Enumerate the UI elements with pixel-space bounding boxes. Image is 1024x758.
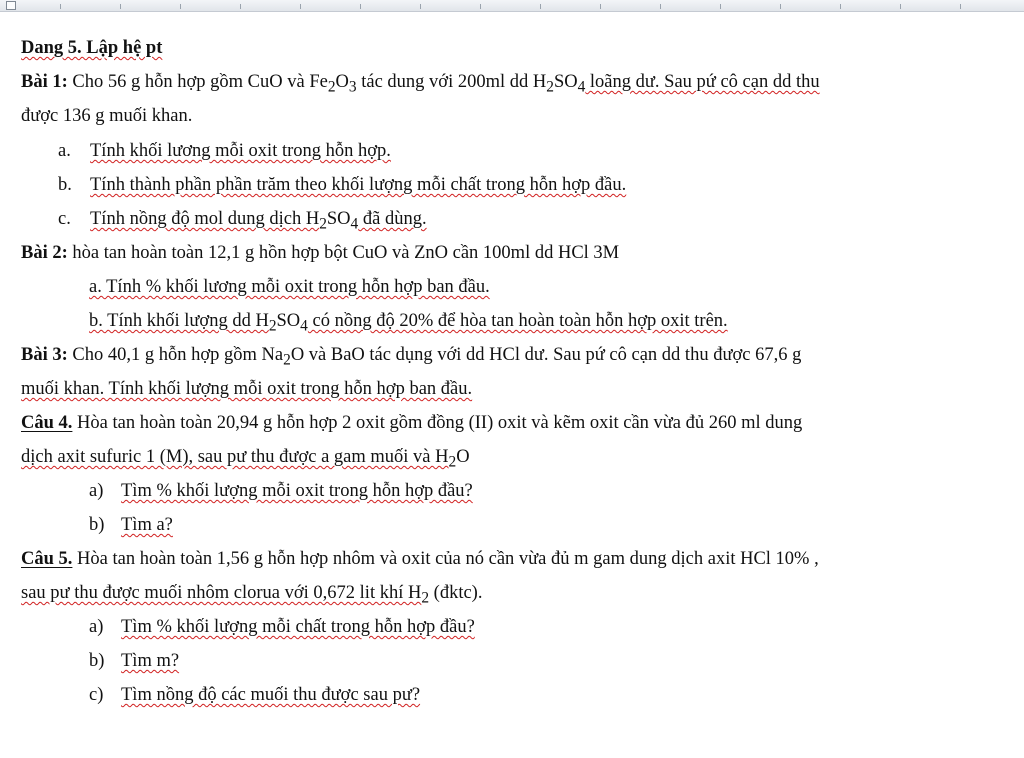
- bai1-text: O: [335, 72, 349, 92]
- document-title: [21, 37, 162, 59]
- subscript: 2: [448, 453, 457, 471]
- bai1-text: tác dung với 200ml dd H: [356, 72, 547, 92]
- list-item-text: Tính khối lương mỗi oxit trong hỗn hợp.: [90, 141, 391, 161]
- bai1-text: SO: [553, 72, 578, 92]
- bai3-text: O và BaO tác dụng với dd HCl dư. Sau pứ cô cạn dd thu được 67,6 g: [290, 345, 802, 365]
- list-item: [58, 140, 391, 162]
- bai2-label: Bài 2:: [21, 243, 68, 263]
- title-text: Dang 5. Lập hệ pt: [21, 38, 163, 58]
- bai1-text: Cho 56 g hỗn hợp gồm CuO và Fe: [72, 72, 328, 92]
- list-item-text: a. Tính % khối lương mỗi oxit trong hỗn hợp ban đầu.: [89, 277, 490, 297]
- cau4-line-2: [21, 446, 470, 474]
- list-item-text: đã dùng.: [358, 209, 427, 229]
- ruler-tick: [600, 4, 601, 9]
- list-marker: b): [89, 651, 105, 671]
- list-item: [89, 684, 420, 706]
- subscript: 2: [283, 351, 291, 369]
- ruler-tick: [780, 4, 781, 9]
- subscript: 2: [268, 317, 277, 335]
- ruler-tick: [180, 4, 181, 9]
- subscript: 4: [300, 317, 308, 335]
- cau4-label: Câu 4.: [21, 413, 73, 433]
- ruler-tick: [540, 4, 541, 9]
- list-item: [89, 650, 179, 672]
- ruler-tick: [360, 4, 361, 9]
- list-item-text: SO: [326, 209, 351, 229]
- cau4-line-1: [21, 412, 802, 434]
- list-marker: c): [89, 685, 104, 705]
- list-item-text: Tìm % khối lượng mỗi chất trong hỗn hợp đầu?: [121, 617, 475, 637]
- list-item-text: Tìm % khối lượng mỗi oxit trong hỗn hợp đầu?: [121, 481, 473, 501]
- subscript: 4: [577, 78, 586, 96]
- subscript: 3: [348, 78, 357, 96]
- cau5-text: sau pư thu được muối nhôm clorua với 0,672 lit khí H: [21, 583, 422, 603]
- list-item-text: Tìm nồng độ các muối thu được sau pư?: [121, 685, 421, 705]
- subscript: 2: [546, 78, 554, 96]
- ruler-tick: [240, 4, 241, 9]
- ruler-tick: [120, 4, 121, 9]
- list-item: [89, 276, 490, 298]
- list-item: [89, 616, 475, 638]
- subscript: 2: [421, 589, 430, 607]
- cau5-line-2: [21, 582, 482, 610]
- bai3-text: Cho 40,1 g hỗn hợp gồm Na: [67, 345, 284, 365]
- list-marker: a): [89, 481, 104, 501]
- bai3-label: Bài 3:: [21, 345, 68, 365]
- cau4-text: dịch axit sufuric 1 (M), sau pư thu được a gam muối và H: [21, 447, 449, 467]
- ruler-tick: [840, 4, 841, 9]
- ruler-tick: [900, 4, 901, 9]
- cau5-text: Hòa tan hoàn toàn 1,56 g hỗn hợp nhôm và oxit của nó cần vừa đủ m gam dung dịch axit HCl 10% ,: [72, 549, 819, 569]
- list-item-text: SO: [276, 311, 301, 331]
- subscript: 2: [327, 78, 336, 96]
- cau5-line-1: [21, 548, 819, 570]
- list-marker: c.: [58, 209, 71, 229]
- list-item: [89, 514, 173, 536]
- subscript: 2: [319, 215, 327, 233]
- list-item-text: b. Tính khối lượng dd H: [89, 311, 269, 331]
- bai1-line-1: [21, 71, 820, 99]
- document-page[interactable]: [0, 11, 1024, 758]
- cau5-text: (đktc).: [429, 583, 483, 603]
- ruler-tick: [660, 4, 661, 9]
- ruler-tick: [300, 4, 301, 9]
- list-marker: b): [89, 515, 105, 535]
- ruler-tick: [60, 4, 61, 9]
- bai2-line-1: [21, 242, 619, 264]
- list-item: [58, 208, 427, 236]
- bai2-text: hòa tan hoàn toàn 12,1 g hồn hợp bột CuO và ZnO cần 100ml dd HCl 3M: [72, 243, 620, 263]
- list-marker: a.: [58, 141, 71, 161]
- list-item-text: có nồng độ 20% để hòa tan hoàn toàn hỗn hợp oxit trên.: [307, 311, 728, 331]
- list-item: [89, 480, 473, 502]
- tab-stop-marker-icon[interactable]: [6, 1, 16, 10]
- bai1-label: Bài 1:: [21, 72, 68, 92]
- ruler-tick: [960, 4, 961, 9]
- list-item: [58, 174, 626, 196]
- ruler-tick: [720, 4, 721, 9]
- bai1-text: được 136 g muối khan.: [21, 106, 193, 126]
- list-item-text: Tìm m?: [121, 651, 180, 671]
- subscript: 4: [350, 215, 359, 233]
- list-marker: a): [89, 617, 104, 637]
- bai3-line-1: [21, 344, 801, 372]
- bai1-line-2: [21, 105, 192, 127]
- list-marker: b.: [58, 175, 72, 195]
- list-item-text: Tính thành phần phần trăm theo khối lượng mỗi chất trong hỗn hợp đầu.: [90, 175, 627, 195]
- bai3-line-2: [21, 378, 472, 400]
- ruler-tick: [480, 4, 481, 9]
- bai1-text: loãng dư. Sau pứ cô cạn dd thu: [585, 72, 820, 92]
- ruler-tick: [420, 4, 421, 9]
- cau4-text: Hòa tan hoàn toàn 20,94 g hỗn hợp 2 oxit gồm đồng (II) oxit và kẽm oxit cần vừa đủ 260 ml dung: [72, 413, 803, 433]
- list-item-text: Tìm a?: [121, 515, 173, 535]
- cau5-label: Câu 5.: [21, 549, 73, 569]
- cau4-text: O: [456, 447, 470, 467]
- bai3-text: muối khan. Tính khối lượng mỗi oxit trong hỗn hợp ban đầu.: [21, 379, 473, 399]
- list-item-text: Tính nồng độ mol dung dịch H: [90, 209, 320, 229]
- list-item: [89, 310, 728, 338]
